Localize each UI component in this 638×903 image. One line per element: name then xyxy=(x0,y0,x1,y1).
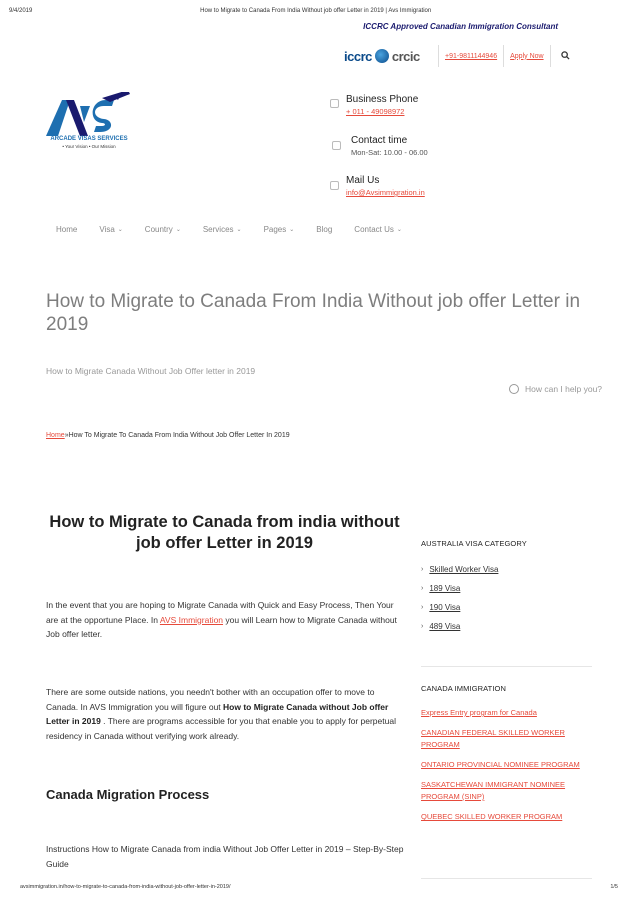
para-text: There are some outside nations, you needn't bother with an occupation offer to move to Canada. In AVS Immigration you will figure out xyxy=(46,687,375,712)
sidebar-link[interactable]: ONTARIO PROVINCIAL NOMINEE PROGRAM xyxy=(421,760,580,769)
globe-icon xyxy=(375,49,389,63)
phone-icon xyxy=(330,99,339,108)
para-text: In the event that you are hoping to Migrate Canada with Quick and Easy Process, Then Your are at the opportune Place. In xyxy=(46,600,394,625)
chevron-right-icon: › xyxy=(421,623,424,630)
logo-name: ARCADE VISAS SERVICES xyxy=(50,136,128,142)
breadcrumb-separator: » xyxy=(64,432,69,439)
page-title: How to Migrate to Canada From India Without job offer Letter in 2019 xyxy=(46,291,581,336)
canada-immigration-links xyxy=(421,707,596,831)
search-icon[interactable] xyxy=(561,51,570,62)
contact-mail xyxy=(330,175,530,199)
nav-label: Blog xyxy=(316,224,333,234)
nav-contact-us[interactable] xyxy=(354,222,402,236)
list-item-label: 489 Visa xyxy=(429,622,461,631)
para-text: you will Learn how to Migrate Canada without Job offer letter. xyxy=(46,614,397,640)
sidebar-heading-australia: AUSTRALIA VISA CATEGORY xyxy=(421,539,527,548)
breadcrumb xyxy=(46,432,290,439)
chevron-right-icon: › xyxy=(421,604,424,611)
contact-title: Mail Us xyxy=(346,175,380,186)
chevron-down-icon: ⌄ xyxy=(396,226,402,233)
nav-country[interactable] xyxy=(145,222,181,236)
nav-home[interactable] xyxy=(56,222,77,236)
nav-label: Country xyxy=(144,224,173,234)
whatsapp-help[interactable] xyxy=(509,384,602,394)
article-title: How to Migrate to Canada from india without job offer Letter in 2019 xyxy=(49,513,400,553)
para-bold-text: How to Migrate Canada without Job offer Letter in 2019 xyxy=(46,701,389,727)
print-header xyxy=(9,8,629,14)
nav-label: Services xyxy=(202,224,234,234)
section-heading: Canada Migration Process xyxy=(46,787,210,802)
chevron-down-icon: ⌄ xyxy=(175,226,181,233)
sidebar-link[interactable]: CANADIAN FEDERAL SKILLED WORKER PROGRAM xyxy=(421,728,565,749)
nav-label: Pages xyxy=(263,224,287,234)
nav-services[interactable] xyxy=(203,222,242,236)
list-item-label: 189 Visa xyxy=(429,584,461,593)
sidebar-divider xyxy=(421,666,592,667)
nav-blog[interactable] xyxy=(316,222,332,236)
avs-logo-graphic xyxy=(44,92,134,138)
whatsapp-icon xyxy=(509,384,519,394)
print-url: avsimmigration.in/how-to-migrate-to-canada-from-india-without-job-offer-letter-in-2019/ xyxy=(20,884,231,890)
divider xyxy=(550,45,551,67)
chevron-right-icon: › xyxy=(421,585,424,592)
main-nav xyxy=(56,222,424,236)
chevron-down-icon: ⌄ xyxy=(117,226,123,233)
article-paragraph-1 xyxy=(46,598,408,642)
mail-icon xyxy=(330,181,339,190)
iccrc-logo-text: iccrc xyxy=(344,48,372,64)
para-text: . There are programs accessible for you that enable you to apply for perpetual residency in Canada without verifying work already. xyxy=(46,716,396,741)
nav-label: Contact Us xyxy=(354,224,394,234)
iccrc-logo xyxy=(344,44,432,68)
contact-title: Business Phone xyxy=(346,94,419,105)
sidebar-link[interactable]: SASKATCHEWAN IMMIGRANT NOMINEE PROGRAM (SINP) xyxy=(421,780,566,801)
print-doc-title: How to Migrate to Canada From India Without job offer Letter in 2019 | Avs Immigration xyxy=(200,8,432,14)
list-item-label: Skilled Worker Visa xyxy=(429,565,499,574)
list-item-label: 190 Visa xyxy=(429,603,461,612)
breadcrumb-home[interactable]: Home xyxy=(46,432,65,439)
article-paragraph-3: Instructions How to Migrate Canada from india Without Job Offer Letter in 2019 – Step-By-Step Guide xyxy=(46,844,404,869)
print-page-number: 1/5 xyxy=(610,884,618,890)
divider xyxy=(503,45,504,67)
contact-value[interactable]: info@Avsimmigration.in xyxy=(346,188,425,197)
apply-now-link[interactable]: Apply Now xyxy=(510,52,544,60)
print-footer xyxy=(20,884,618,890)
sidebar-heading-canada: CANADA IMMIGRATION xyxy=(421,684,506,693)
divider xyxy=(438,45,439,67)
sidebar-link[interactable]: QUEBEC SKILLED WORKER PROGRAM xyxy=(421,812,563,821)
list-item[interactable] xyxy=(421,617,596,636)
list-item[interactable] xyxy=(421,598,596,617)
contact-value: Mon-Sat: 10.00 - 06.00 xyxy=(351,148,428,157)
australia-visa-list xyxy=(421,560,596,636)
print-date: 9/4/2019 xyxy=(9,8,33,14)
sidebar-link[interactable]: Express Entry program for Canada xyxy=(421,708,537,717)
article-paragraph-2 xyxy=(46,685,408,743)
sidebar-divider xyxy=(421,878,592,879)
contact-business-phone xyxy=(330,94,530,118)
nav-label: Visa xyxy=(99,224,115,234)
topbar-phone-link[interactable]: +91-9811144946 xyxy=(445,52,498,60)
logo-mission: • Your Vision • Our Mission xyxy=(62,144,116,149)
breadcrumb-current: How To Migrate To Canada From India Without Job Offer Letter In 2019 xyxy=(68,432,290,439)
contact-value[interactable]: + 011 - 49098972 xyxy=(346,107,405,116)
crcic-logo-text: crcic xyxy=(391,48,420,64)
chevron-down-icon: ⌄ xyxy=(236,226,242,233)
list-item[interactable] xyxy=(421,560,596,579)
tagline: ICCRC Approved Canadian Immigration Consultant xyxy=(363,22,558,31)
nav-pages[interactable] xyxy=(264,222,295,236)
list-item[interactable] xyxy=(421,579,596,598)
avs-immigration-link[interactable]: AVS Immigration xyxy=(159,614,224,625)
topbar xyxy=(344,42,592,70)
page-subtitle: How to Migrate Canada Without Job Offer letter in 2019 xyxy=(46,366,256,376)
clock-icon xyxy=(332,141,341,150)
help-text: How can I help you? xyxy=(525,384,603,394)
chevron-right-icon: › xyxy=(421,566,424,573)
contact-title: Contact time xyxy=(351,135,408,146)
contact-time xyxy=(330,135,530,159)
chevron-down-icon: ⌄ xyxy=(289,226,295,233)
nav-label: Home xyxy=(56,224,78,234)
nav-visa[interactable] xyxy=(99,222,122,236)
site-logo[interactable] xyxy=(44,92,134,158)
